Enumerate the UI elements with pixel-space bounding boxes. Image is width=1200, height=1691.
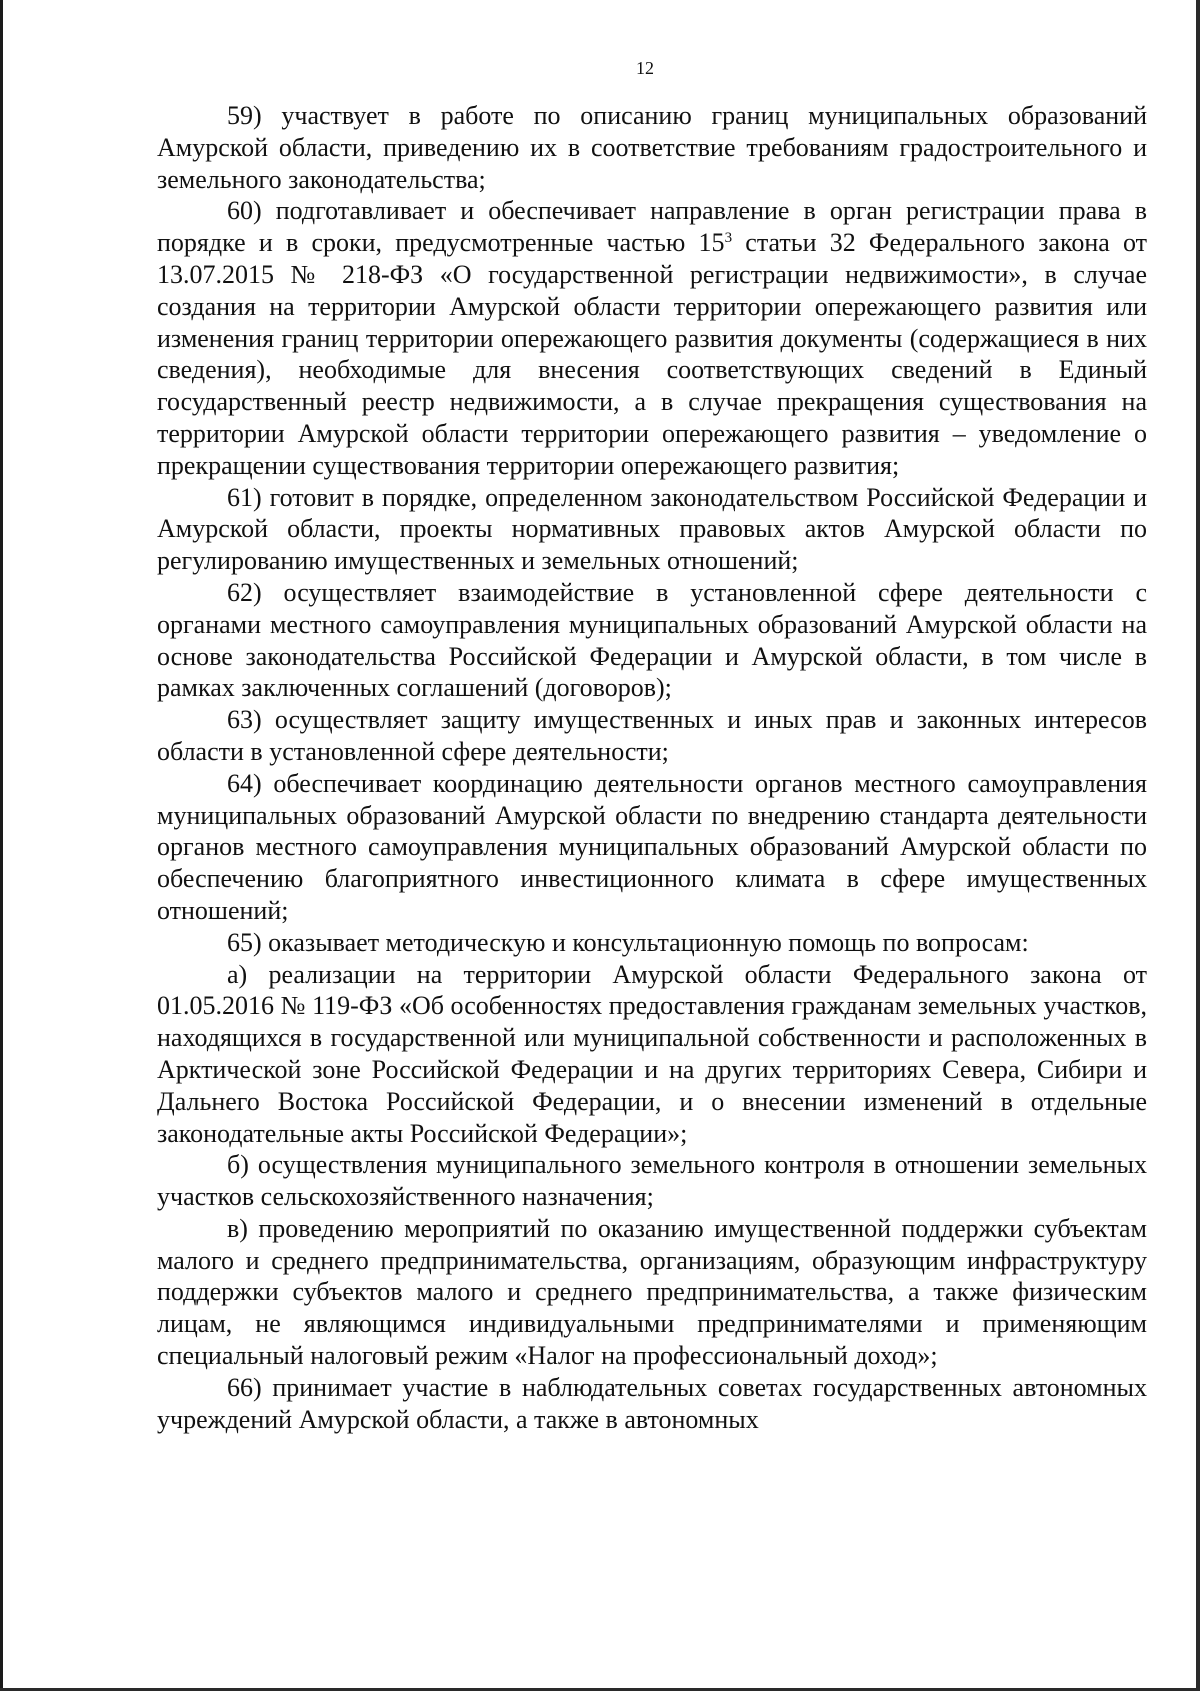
- paragraph-59: 59) участвует в работе по описанию границ муниципальных образований Амурской области, приведению их в соответствие требованиям градостроительного и земельного законодательства;: [157, 101, 1147, 194]
- paragraph-65-b: б) осуществления муниципального земельного контроля в отношении земельных участков сельскохозяйственного назначения;: [157, 1150, 1147, 1212]
- paragraph-66: 66) принимает участие в наблюдательных советах государственных автономных учреждений Амурской области, а также в автономных: [157, 1372, 1147, 1434]
- paragraph-65-v: в) проведению мероприятий по оказанию имущественной поддержки субъектам малого и среднего предпринимательства, организациям, образующим инфраструктуру поддержки субъектов малого и среднего предпринимательства, а также физическим лицам, не являющимся индивидуальными предпринимателями и применяющим специальный налоговый режим «Налог на профессиональный доход»;: [157, 1213, 1147, 1371]
- paragraph-65-a: а) реализации на территории Амурской области Федерального закона от 01.05.2016 № 119-ФЗ «Об особенностях предоставления гражданам земельных участков, находящихся в государственной или муниципальной собственности и расположенных в Арктической зоне Российской Федерации и на других территориях Севера, Сибири и Дальнего Востока Российской Федерации, и о внесении изменений в отдельные законодательные акты Российской Федерации»;: [157, 959, 1147, 1148]
- page-number: 12: [636, 58, 654, 78]
- document-body: [157, 100, 1147, 1435]
- paragraph-60-text-start: 60) подготавливает и обеспечивает направление в орган регистрации права в порядке и в сроки, предусмотренные частью 15: [157, 196, 1147, 258]
- paragraph-65: 65) оказывает методическую и консультационную помощь по вопросам:: [227, 927, 1029, 957]
- paragraph-61: 61) готовит в порядке, определенном законодательством Российской Федерации и Амурской области, проекты нормативных правовых актов Амурской области по регулированию имущественных и земельных отношений;: [157, 482, 1147, 576]
- paragraph-60-superscript: 3: [724, 230, 733, 247]
- scan-border-left: [0, 0, 3, 1691]
- paragraph-64: 64) обеспечивает координацию деятельности органов местного самоуправления муниципальных образований Амурской области по внедрению стандарта деятельности органов местного самоуправления муниципальных образований Амурской области по обеспечению благоприятного инвестиционного климата в сфере имущественных отношений;: [157, 768, 1147, 925]
- paragraph-63: 63) осуществляет защиту имущественных и иных прав и законных интересов области в установленной сфере деятельности;: [157, 705, 1147, 766]
- paragraph-60-text-end: статьи 32 Федерального закона от 13.07.2015 № 218-ФЗ «О государственной регистрации недвижимости», в случае создания на территории Амурской области территории опережающего развития или изменения границ территории опережающего развития документы (содержащиеся в них сведения), необходимые для внесения соответствующих сведений в Единый государственный реестр недвижимости, а в случае прекращения существования на территории Амурской области территории опережающего развития – уведомление о прекращении существования территории опережающего развития;: [157, 228, 1148, 480]
- paragraph-60: [157, 195, 1147, 481]
- paragraph-62: 62) осуществляет взаимодействие в установленной сфере деятельности с органами местного самоуправления муниципальных образований Амурской области на основе законодательства Российской Федерации и Амурской области, в том числе в рамках заключенных соглашений (договоров);: [157, 577, 1147, 703]
- scan-border-right: [1196, 0, 1200, 1691]
